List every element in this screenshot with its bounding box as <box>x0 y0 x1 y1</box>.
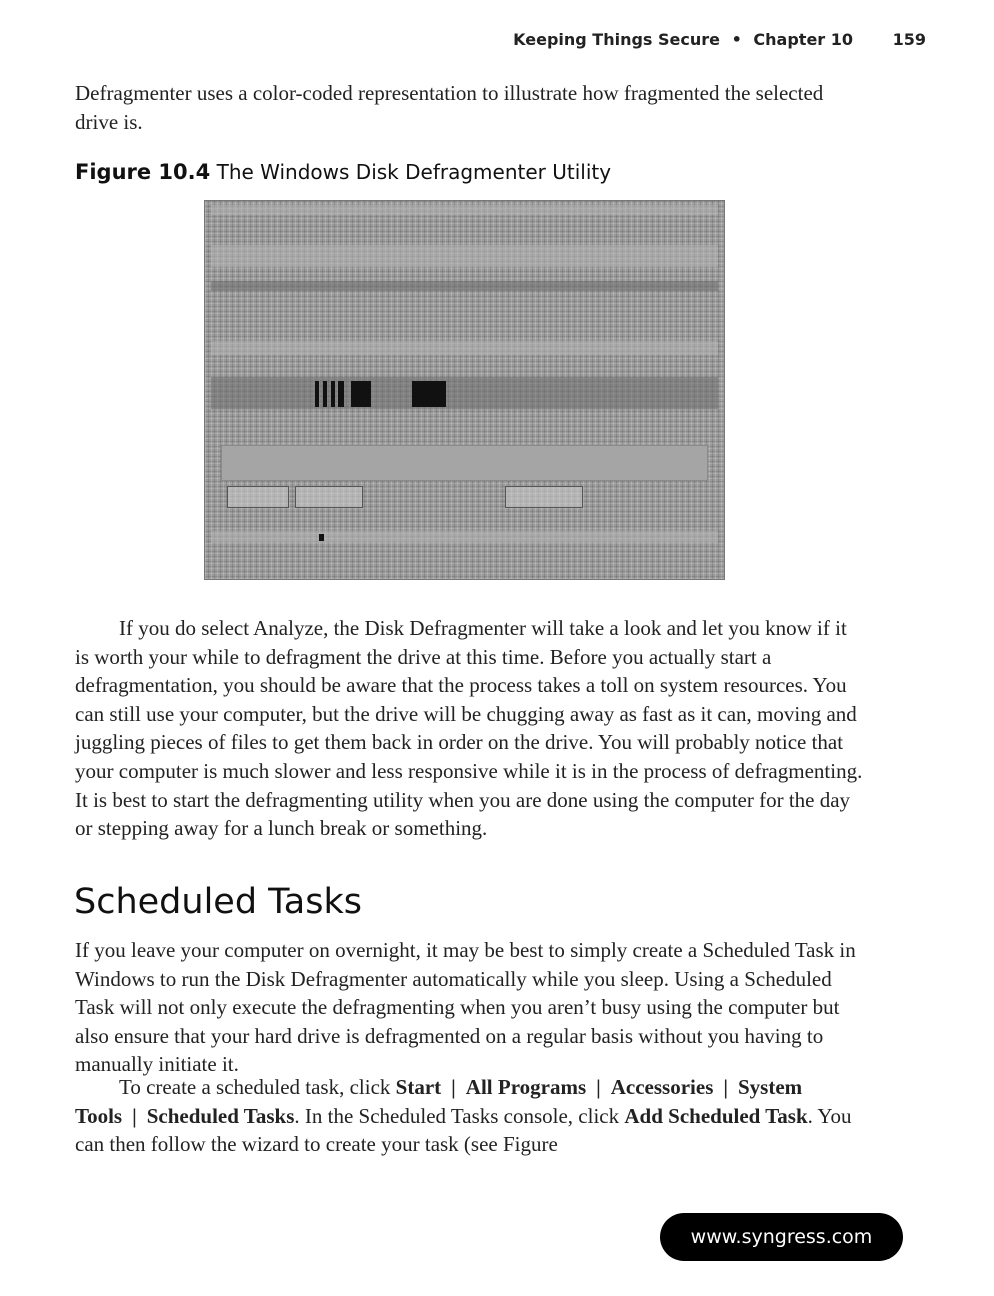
header-bullet: • <box>731 30 742 49</box>
figure-screenshot <box>204 200 725 580</box>
intro-paragraph: Defragmenter uses a color-coded representation to illustrate how fragmented the selected drive is. <box>75 81 824 134</box>
figure-volume-row <box>211 281 718 291</box>
figure-titlebar <box>211 205 718 215</box>
figure-legend <box>211 531 718 543</box>
menu-path-accessories: Accessories <box>610 1075 714 1099</box>
menu-path-separator: | <box>723 1075 728 1099</box>
figure-fragment-bar <box>351 381 371 407</box>
scheduled-tasks-paragraph: If you leave your computer on overnight, it may be best to simply create a Scheduled Task in Windows to run the Disk Defragmenter automatically while you sleep. Using a Scheduled Task will not only execute the defragmenting when you aren’t busy using the computer but also ensure that your hard drive is defragmented on a regular basis without you having to manually initiate it. <box>75 938 856 1077</box>
running-title: Keeping Things Secure <box>513 30 721 49</box>
figure-fragment-bar <box>338 381 344 407</box>
figure-title: The Windows Disk Defragmenter Utility <box>216 160 612 184</box>
figure-view-report-button <box>505 486 583 508</box>
figure-caption <box>75 160 611 184</box>
figure-analysis-label <box>211 341 718 355</box>
figure-volume-list <box>211 245 718 267</box>
figure-analyze-button <box>227 486 289 508</box>
figure-defragment-button <box>295 486 363 508</box>
website-url: www.syngress.com <box>690 1226 873 1248</box>
chapter-label: Chapter 10 <box>753 30 854 49</box>
analyze-paragraph <box>75 614 865 843</box>
menu-path-start: Start <box>395 1075 442 1099</box>
instructions-end: . You can then follow the wizard to create your task (see Figure <box>75 1103 852 1157</box>
website-badge <box>660 1213 903 1261</box>
analyze-paragraph-text: If you do select Analyze, the Disk Defragmenter will take a look and let you know if it is worth your while to defragment the drive at this time. Before you actually start a defragmentation, you should be aware that the process takes a toll on system resources. You can still use your computer, but the drive will be chugging away as fast as it can, moving and juggling pieces of files to get them back in order on the drive. You will probably notice that your computer is much slower and less responsive while it is in the process of defragmenting. It is best to start the defragmenting utility when you are done using the computer for the day or stepping away for a lunch break or something. <box>75 616 863 841</box>
menu-path-separator: | <box>451 1075 456 1099</box>
menu-path-all-programs: All Programs <box>465 1075 587 1099</box>
menu-path-separator: | <box>596 1075 601 1099</box>
figure-fragmentation-display <box>211 377 718 409</box>
instructions-middle: . In the Scheduled Tasks console, click <box>294 1103 620 1128</box>
figure-progress-area <box>221 445 708 481</box>
figure-fragment-bar <box>315 381 319 407</box>
page-number: 159 <box>892 30 926 49</box>
menu-path-separator: | <box>132 1103 137 1128</box>
figure-label: Figure 10.4 <box>75 160 211 184</box>
figure-fragment-bar <box>331 381 335 407</box>
menu-path-system-tools: System Tools <box>75 1075 803 1128</box>
section-heading: Scheduled Tasks <box>74 882 362 922</box>
figure-fragment-block <box>412 381 446 407</box>
figure-legend-swatch <box>319 534 324 541</box>
figure-fragment-bar <box>323 381 327 407</box>
scheduled-tasks-instructions <box>75 1073 865 1159</box>
instructions-intro: To create a scheduled task, click <box>119 1075 391 1099</box>
running-header <box>513 30 926 49</box>
menu-path-scheduled-tasks: Scheduled Tasks <box>146 1103 295 1128</box>
add-scheduled-task-label: Add Scheduled Task <box>624 1103 808 1128</box>
